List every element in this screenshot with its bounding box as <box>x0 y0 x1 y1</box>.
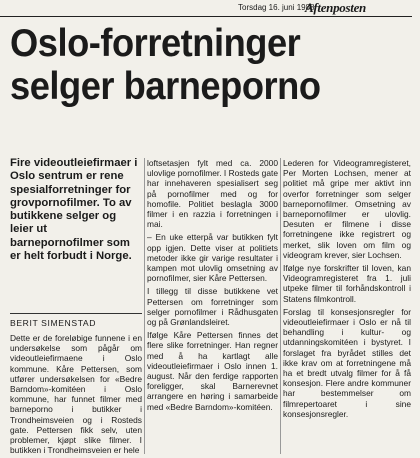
masthead-rule <box>0 16 412 17</box>
article-column-1 <box>10 333 142 458</box>
body-paragraph: Ifølge nye forskrifter til loven, kan Videogramregisteret fra 1. juli utpeke filmer til forhåndskontroll i Statens filmkontroll. <box>283 263 411 304</box>
lead-paragraph: Fire videoutleiefirmaer i Oslo sentrum er rene spesialforretninger for grovpornofilmer. To av butikkene selger og leier ut barnepornofilmer som er helt forbudt i Norge. <box>10 157 138 263</box>
byline-rule <box>10 313 142 314</box>
column-divider <box>280 158 281 454</box>
column-divider <box>144 158 145 454</box>
article-column-2 <box>147 158 278 415</box>
newspaper-logo: Aftenposten <box>305 0 366 15</box>
body-paragraph: Dette er de foreløbige funnene i en undersøkelse som pågår om videoutleiefirmaene i Oslo kommune. Kåre Pettersen, som utfører undersøkelsen for «Bedre Barndom»-komitéen i Oslo kommune, har funnet filmer med barneporno i butikker i Trondheimsveien og i Rosteds gate. Pettersen fikk selv, uten problemer, kjøpt slike filmer. I butikken i Trondheimsveien er hele <box>10 333 142 456</box>
byline: BERIT SIMENSTAD <box>10 318 97 328</box>
body-paragraph: Forslag til konsesjonsregler for videoutleiefirmaer i Oslo er nå til behandling i kultur- og utdanningskomitéen i bystyret. I forslaget fra byrådet stilles det ikke krav om at forretningene må ha et bredt utvalg filmer for å få konsesjon. Flere andre kommuner har bestemmelser om filmrepertoaret i sine konsesjonsregler. <box>283 306 411 419</box>
body-paragraph: – En uke etterpå var butikken fylt opp igjen. Dette viser at politiets metoder ikke gir varige resultater i kampen mot ulovlig omsetning av pornofilmer, sier Kåre Pettersen. <box>147 232 278 284</box>
body-paragraph: Lederen for Videogramregisteret, Per Morten Lochsen, mener at politiet må gripe mer aktivt inn overfor forretninger som selger barnepornofilmer. Omsetning av barnepornofilmer er ulovlig. Desuten er filmene i disse forretningene ikke registrert og merket, slik loven om film og videogram krever, sier Lochsen. <box>283 158 411 260</box>
body-paragraph: Ifølge Kåre Pettersen finnes det flere slike forretninger. Han regner med å ha kartlagt alle videoutleiefirmaer i Oslo innen 1. august. Når den ferdige rapporten foreligger, skal Barnerevnet arrangere en høring i samarbeide med «Bedre Barndom»-komitéen. <box>147 330 278 412</box>
body-paragraph: I tillegg til disse butikkene vet Pettersen om forretninger som selger pornofilmer i Rådhusgaten og på Grønlandsleiret. <box>147 286 278 328</box>
headline: Oslo-forretninger selger barneporno <box>10 22 321 108</box>
issue-date: Torsdag 16. juni 1988 <box>238 3 315 12</box>
body-paragraph: loftsetasjen fylt med ca. 2000 ulovlige pornofilmer. I Rosteds gate har innehaveren spesialisert seg på pornofilmer med og for homofile. Politiet beslagla 3000 filmer i en razzia i forretningen i mai. <box>147 158 278 230</box>
article-column-3 <box>283 158 411 422</box>
